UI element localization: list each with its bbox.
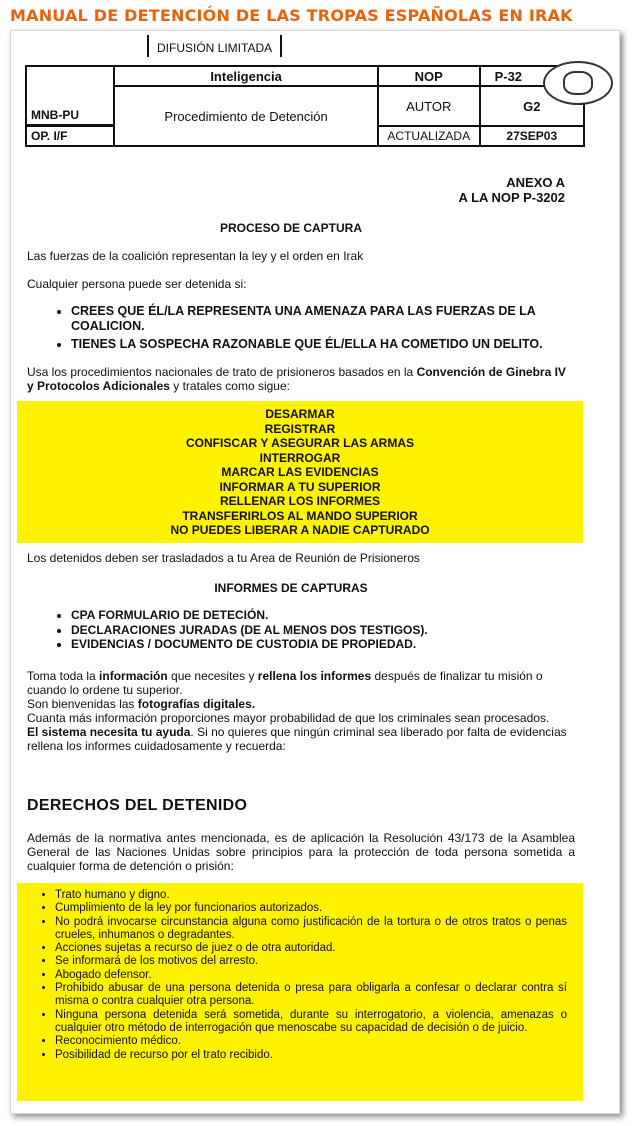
reports-title: INFORMES DE CAPTURAS	[214, 581, 368, 595]
op-code: OP. I/F	[26, 126, 114, 146]
text-span: . Si no quieres que ningún criminal sea liberado por falta de evidencias rellena los informes cuidadosamente y recuerda:	[27, 725, 567, 753]
doc-title: Procedimiento de Detención	[114, 86, 378, 146]
text-bold: rellena los informes	[257, 669, 372, 683]
text-span: y tratales como sigue:	[169, 379, 290, 393]
annex-line-1: ANEXO A	[506, 175, 565, 190]
capture-condition: Cualquier persona puede ser detenida si:	[27, 277, 247, 291]
text-span: Toma toda la	[27, 669, 100, 683]
right-item: • Reconocimiento médico.	[55, 1035, 567, 1048]
capture-procedure-text	[27, 365, 575, 393]
right-item: • Abogado defensor.	[55, 969, 567, 982]
list-item: • TIENES LA SOSPECHA RAZONABLE QUE ÉL/ELLA HA COMETIDO UN DELITO.	[71, 337, 611, 352]
text-span: que necesites y	[167, 669, 258, 683]
step-item: DESARMAR	[265, 407, 335, 421]
prosecution-paragraph: Cuanta más información proporciones mayor probabilidad de que los criminales sean procesados.	[27, 711, 550, 725]
updated-label: ACTUALIZADA	[378, 126, 480, 146]
list-item: • CPA FORMULARIO DE DETECIÓN.	[71, 608, 611, 623]
steps-box	[17, 401, 583, 543]
text-span: Usa los procedimientos nacionales de trato de prisioneros basados en la	[27, 365, 417, 379]
list-item: • DECLARACIONES JURADAS (DE AL MENOS DOS TESTIGOS).	[71, 623, 611, 638]
list-item: • CREES QUE ÉL/LA REPRESENTA UNA AMENAZA PARA LAS FUERZAS DE LA COALICION.	[71, 304, 611, 334]
annex-line-2: A LA NOP P-3202	[458, 190, 565, 205]
right-item: • Cumplimiento de la ley por funcionarios autorizados.	[55, 902, 567, 915]
capture-title: PROCESO DE CAPTURA	[219, 221, 362, 235]
step-item: TRANSFERIRLOS AL MANDO SUPERIOR	[182, 508, 418, 523]
right-item: • Se informará de los motivos del arresto.	[55, 955, 567, 968]
step-item: INTERROGAR	[259, 450, 341, 465]
photo-paragraph	[27, 697, 575, 711]
rights-list	[17, 883, 583, 1062]
right-item: • Trato humano y digno.	[55, 889, 567, 902]
geneva-convention: Convención de Ginebra IV y Protocolos Adicionales	[27, 365, 566, 393]
nop-label: NOP	[378, 66, 480, 86]
right-item: • Acciones sujetas a recurso de juez o de otra autoridad.	[55, 942, 567, 955]
autor-label: AUTOR	[378, 86, 480, 126]
autor-value: G2	[480, 86, 584, 126]
steps-list	[17, 401, 583, 538]
right-item: • Ninguna persona detenida será sometida, durante su interrogatorio, a violencia, amenazas o cualquier otro método de interrogación que menoscabe su capacidad de decisión o de juicio.	[55, 1009, 567, 1036]
annex-label	[459, 175, 565, 205]
unit-code: MNB-PU	[27, 106, 113, 125]
right-item: • No podrá invocarse circunstancia alguna como justificación de la tortura o de otros tratos o penas crueles, inhumanos o degradantes.	[55, 916, 567, 943]
distribution-label: DIFUSIÓN LIMITADA	[147, 35, 282, 57]
rights-intro: Además de la normativa antes mencionada, es de aplicación la Resolución 43/173 de la Asamblea General de las Naciones Unidas sobre principios para la protección de toda persona sometida a cualquier forma de detención o prisión:	[27, 831, 575, 873]
list-item: • EVIDENCIAS / DOCUMENTO DE CUSTODIA DE PROPIEDAD.	[71, 637, 611, 652]
header-table	[25, 65, 585, 147]
page-headline: MANUAL DE DETENCIÓN DE LAS TROPAS ESPAÑOLAS EN IRAK	[10, 6, 573, 25]
nop-value: P-32	[480, 66, 584, 86]
help-paragraph	[27, 725, 575, 753]
step-item: REGISTRAR	[264, 421, 336, 436]
step-item: RELLENAR LOS INFORMES	[219, 494, 380, 508]
text-span: después de finalizar tu misión o cuando lo ordene tu superior.	[27, 669, 543, 697]
capture-intro: Las fuerzas de la coalición representan la ley y el orden en Irak	[27, 249, 364, 263]
area-cell: Inteligencia	[114, 66, 378, 86]
right-item: • Prohibido abusar de una persona detenida o presa para obligarla a confesar o declarar contra sí misma o contra cualquier otra persona.	[55, 982, 567, 1009]
text-bold: El sistema necesita tu ayuda	[27, 725, 191, 739]
text-span: Son bienvenidas las	[27, 697, 138, 711]
step-item: INFORMAR A TU SUPERIOR	[219, 479, 381, 494]
info-paragraph	[27, 669, 575, 697]
transfer-note: Los detenidos deben ser trasladados a tu Area de Reunión de Prisioneros	[27, 551, 420, 565]
step-item: CONFISCAR Y ASEGURAR LAS ARMAS	[185, 436, 415, 450]
step-item: MARCAR LAS EVIDENCIAS	[221, 465, 379, 479]
step-item: NO PUEDES LIBERAR A NADIE CAPTURADO	[170, 523, 430, 537]
official-stamp-icon	[543, 61, 613, 105]
right-item: • Posibilidad de recurso por el trato recibido.	[55, 1049, 567, 1062]
reports-paragraphs	[27, 669, 575, 753]
unit-cell	[26, 66, 114, 126]
document-page	[10, 30, 620, 1114]
rights-box	[17, 883, 583, 1101]
text-bold: información	[99, 669, 168, 683]
capture-conditions-list	[27, 304, 611, 355]
rights-title: DERECHOS DEL DETENIDO	[27, 797, 248, 814]
text-bold: fotografías digitales.	[137, 697, 256, 711]
reports-list	[27, 608, 611, 652]
updated-value: 27SEP03	[480, 126, 584, 146]
